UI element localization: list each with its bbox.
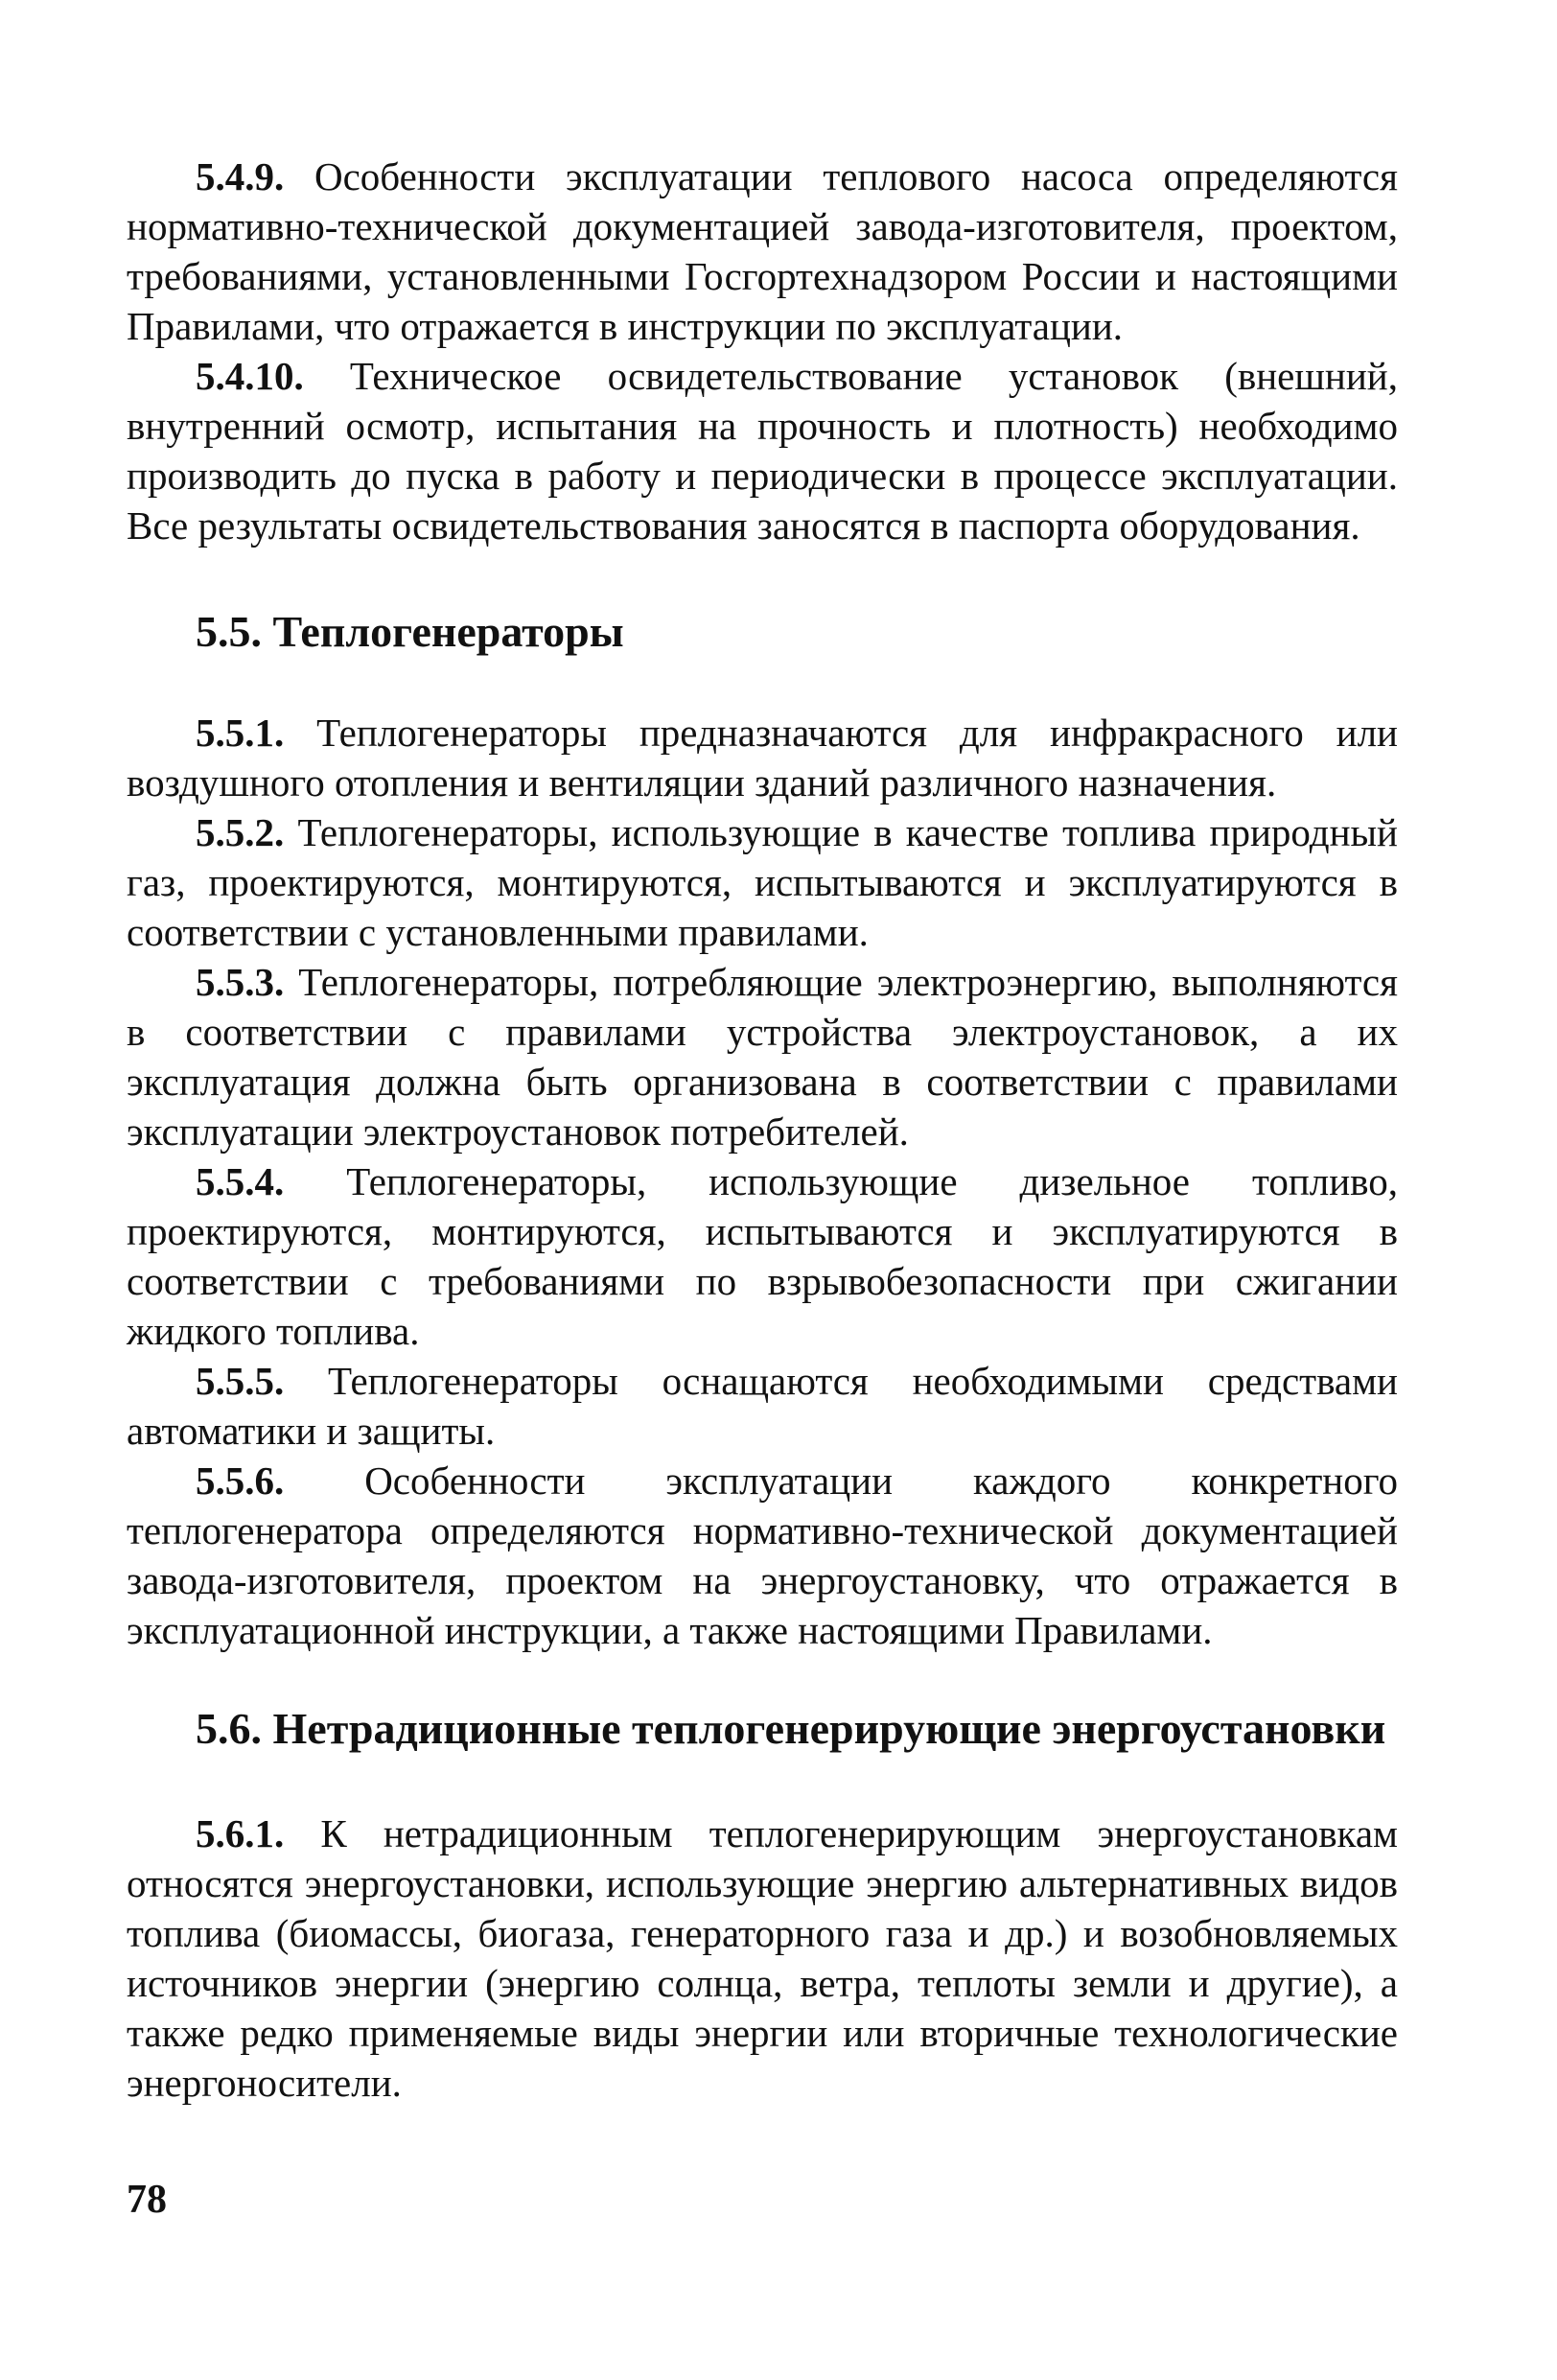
paragraph-text: Особенности эксплуатации теплового насоса определяются нормативно-технической документацией завода-изготовителя, проектом, требованиями, установленными Госгортехнадзором России и настоящими Правилами, что отражается в инструкции по эксплуатации. bbox=[127, 154, 1398, 348]
paragraph-5-5-1 bbox=[127, 708, 1398, 807]
paragraph-5-5-2 bbox=[127, 807, 1398, 957]
paragraph-number: 5.6.1. bbox=[196, 1811, 285, 1855]
paragraph-number: 5.5.3. bbox=[196, 960, 285, 1004]
page-number: 78 bbox=[127, 2178, 167, 2222]
paragraph-5-6-1 bbox=[127, 1808, 1398, 2108]
paragraph-number: 5.5.5. bbox=[196, 1359, 285, 1403]
section-heading-5-6: 5.6. Нетрадиционные теплогенерирующие энергоустановки bbox=[196, 1704, 1386, 1753]
paragraph-text: Техническое освидетельствование установок (внешний, внутренний осмотр, испытания на прочность и плотность) необходимо производить до пуска в работу и периодически в процессе эксплуатации. Все результаты освидетельствования заносятся в паспорта оборудования. bbox=[127, 354, 1398, 548]
paragraph-text: Теплогенераторы, использующие в качестве топлива природный газ, проектируются, монтируются, испытываются и эксплуатируются в соответствии с установленными правилами. bbox=[127, 810, 1398, 954]
section-heading-5-5: 5.5. Теплогенераторы bbox=[196, 607, 624, 656]
paragraph-5-5-5 bbox=[127, 1356, 1398, 1456]
paragraph-number: 5.5.1. bbox=[196, 711, 285, 755]
paragraph-number: 5.5.2. bbox=[196, 810, 285, 854]
paragraph-number: 5.5.4. bbox=[196, 1159, 285, 1203]
paragraph-number: 5.5.6. bbox=[196, 1458, 285, 1503]
paragraph-text: Теплогенераторы оснащаются необходимыми средствами автоматики и защиты. bbox=[127, 1359, 1398, 1453]
paragraph-5-5-3 bbox=[127, 957, 1398, 1156]
page-body bbox=[127, 152, 1398, 2108]
paragraph-5-5-4 bbox=[127, 1156, 1398, 1356]
paragraph-5-5-6 bbox=[127, 1456, 1398, 1655]
paragraph-5-4-10 bbox=[127, 351, 1398, 550]
paragraph-number: 5.4.10. bbox=[196, 354, 304, 398]
paragraph-text: К нетрадиционным теплогенерирующим энергоустановкам относятся энергоустановки, использующие энергию альтернативных видов топлива (биомассы, биогаза, генераторного газа и др.) и возобновляемых источников энергии (энергию солнца, ветра, теплоты земли и другие), а также редко применяемые виды энергии или вторичные технологические энергоносители. bbox=[127, 1811, 1398, 2105]
paragraph-number: 5.4.9. bbox=[196, 154, 285, 198]
paragraph-text: Теплогенераторы, использующие дизельное топливо, проектируются, монтируются, испытываются и эксплуатируются в соответствии с требованиями по взрывобезопасности при сжигании жидкого топлива. bbox=[127, 1159, 1398, 1353]
paragraph-5-4-9 bbox=[127, 152, 1398, 351]
paragraph-text: Особенности эксплуатации каждого конкретного теплогенератора определяются нормативно-технической документацией завода-изготовителя, проектом на энергоустановку, что отражается в эксплуатационной инструкции, а также настоящими Правилами. bbox=[127, 1458, 1398, 1652]
paragraph-text: Теплогенераторы, потребляющие электроэнергию, выполняются в соответствии с правилами устройства электроустановок, а их эксплуатация должна быть организована в соответствии с правилами эксплуатации электроустановок потребителей. bbox=[127, 960, 1398, 1154]
paragraph-text: Теплогенераторы предназначаются для инфракрасного или воздушного отопления и вентиляции зданий различного назначения. bbox=[127, 711, 1398, 805]
